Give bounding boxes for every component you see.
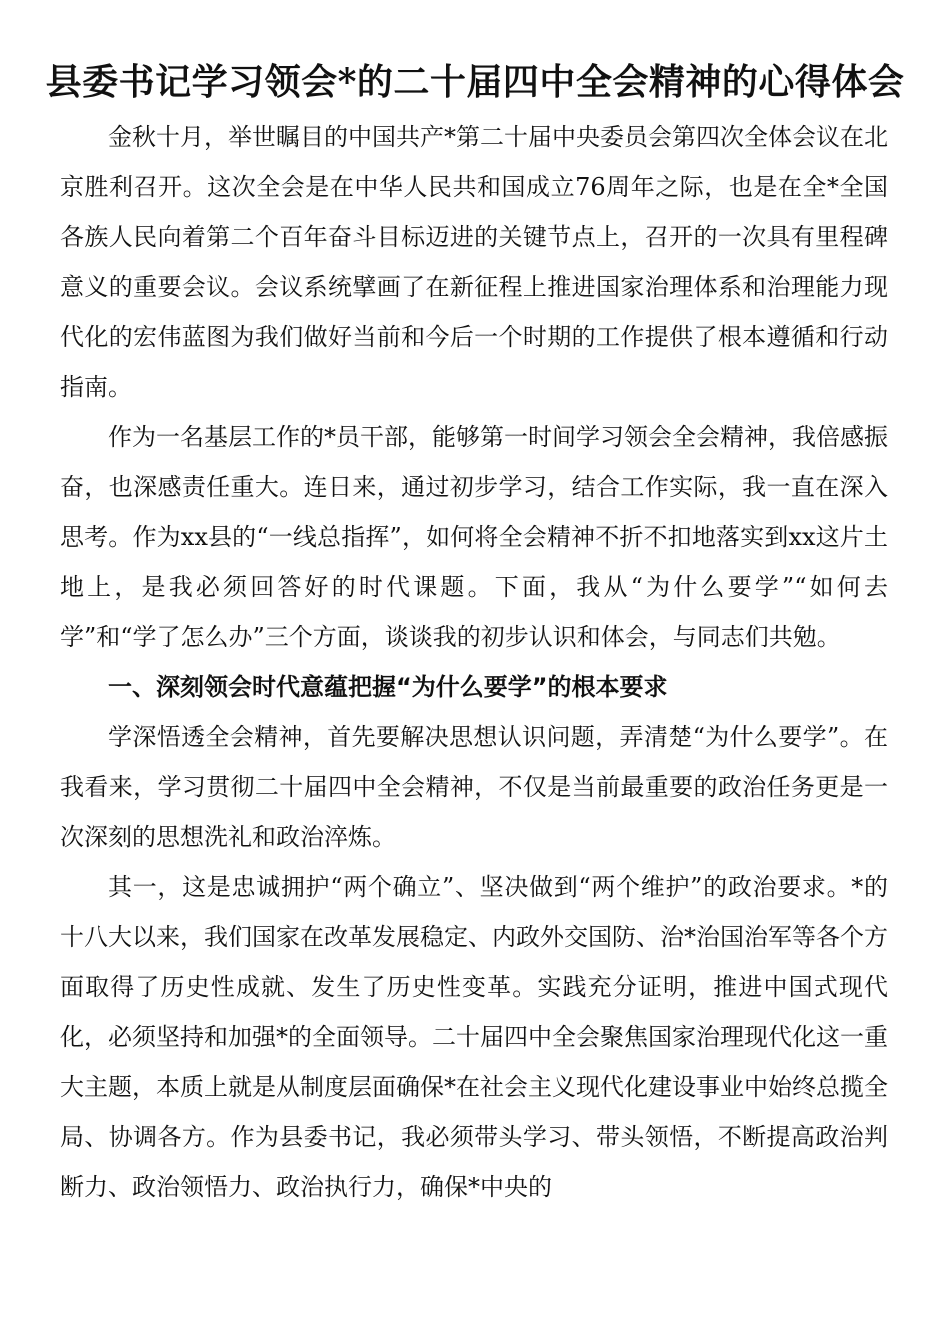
- section-1-paragraph-2: 其一，这是忠诚拥护“两个确立”、坚决做到“两个维护”的政治要求。*的十八大以来，我们国家在改革发展稳定、内政外交国防、治*治国治军等各个方面取得了历史性成就、发生了历史性变革。实践充分证明，推进中国式现代化，必须坚持和加强*的全面领导。二十届四中全会聚焦国家治理现代化这一重大主题，本质上就是从制度层面确保*在社会主义现代化建设事业中始终总揽全局、协调各方。作为县委书记，我必须带头学习、带头领悟，不断提高政治判断力、政治领悟力、政治执行力，确保*中央的: [60, 873, 888, 1201]
- document-body: [60, 112, 888, 1212]
- intro-paragraph-1: 金秋十月，举世瞩目的中国共产*第二十届中央委员会第四次全体会议在北京胜利召开。这次全会是在中华人民共和国成立76周年之际，也是在全*全国各族人民向着第二个百年奋斗目标迈进的关键节点上，召开的一次具有里程碑意义的重要会议。会议系统擘画了在新征程上推进国家治理体系和治理能力现代化的宏伟蓝图为我们做好当前和今后一个时期的工作提供了根本遵循和行动指南。: [60, 123, 888, 401]
- intro-paragraph-2: 作为一名基层工作的*员干部，能够第一时间学习领会全会精神，我倍感振奋，也深感责任重大。连日来，通过初步学习，结合工作实际，我一直在深入思考。作为xx县的“一线总指挥”，如何将全会精神不折不扣地落实到xx这片土地上，是我必须回答好的时代课题。下面，我从“为什么要学”“如何去学”和“学了怎么办”三个方面，谈谈我的初步认识和体会，与同志们共勉。: [60, 423, 888, 651]
- section-1-paragraph-1: 学深悟透全会精神，首先要解决思想认识问题，弄清楚“为什么要学”。在我看来，学习贯彻二十届四中全会精神，不仅是当前最重要的政治任务更是一次深刻的思想洗礼和政治淬炼。: [60, 723, 888, 851]
- section-1-heading: 一、深刻领会时代意蕴把握“为什么要学”的根本要求: [108, 673, 668, 701]
- document-title: 县委书记学习领会*的二十届四中全会精神的心得体会: [45, 61, 905, 103]
